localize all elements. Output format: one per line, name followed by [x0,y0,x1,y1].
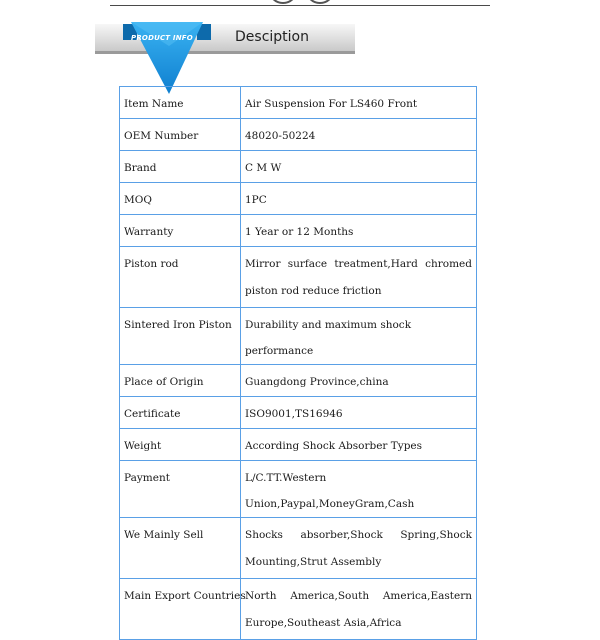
row-label: Weight [120,429,241,461]
table-row [120,429,477,461]
section-title: Desciption [235,29,309,45]
row-label: We Mainly Sell [120,518,241,579]
decorative-circle-left [268,0,298,4]
row-label: Payment [120,461,241,518]
top-divider [110,5,490,6]
table-row [120,308,477,365]
row-label: Brand [120,151,241,183]
row-label: Warranty [120,215,241,247]
row-value: C M W [241,151,477,183]
row-value: ISO9001,TS16946 [241,397,477,429]
table-row [120,461,477,518]
row-label: Piston rod [120,247,241,308]
row-value: According Shock Absorber Types [241,429,477,461]
decorative-circle-right [305,0,335,4]
row-value: L/C.TT.Western Union,Paypal,MoneyGram,Cash [241,461,477,518]
row-label: Sintered Iron Piston [120,308,241,365]
row-label: OEM Number [120,119,241,151]
row-value: Air Suspension For LS460 Front [241,87,477,119]
badge-label: PRODUCT INFO [131,34,193,42]
row-value: Shocks absorber,Shock Spring,Shock Mounting,Strut Assembly [241,518,477,579]
table-row [120,397,477,429]
table-row [120,365,477,397]
section-banner [95,24,355,64]
row-label: Main Export Countries [120,579,241,640]
table-row [120,87,477,119]
row-value: Mirror surface treatment,Hard chromed piston rod reduce friction [241,247,477,308]
row-value: 1 Year or 12 Months [241,215,477,247]
row-label: Item Name [120,87,241,119]
row-value: Guangdong Province,china [241,365,477,397]
row-label: Certificate [120,397,241,429]
row-value: North America,South America,Eastern Europe,Southeast Asia,Africa [241,579,477,640]
row-value: 1PC [241,183,477,215]
table-row [120,518,477,579]
row-value: 48020-50224 [241,119,477,151]
row-label: Place of Origin [120,365,241,397]
table-row [120,215,477,247]
table-row [120,151,477,183]
table-row [120,119,477,151]
table-row [120,579,477,640]
table-row [120,183,477,215]
table-row [120,247,477,308]
row-value: Durability and maximum shock performance [241,308,477,365]
spec-table [119,86,477,640]
row-label: MOQ [120,183,241,215]
